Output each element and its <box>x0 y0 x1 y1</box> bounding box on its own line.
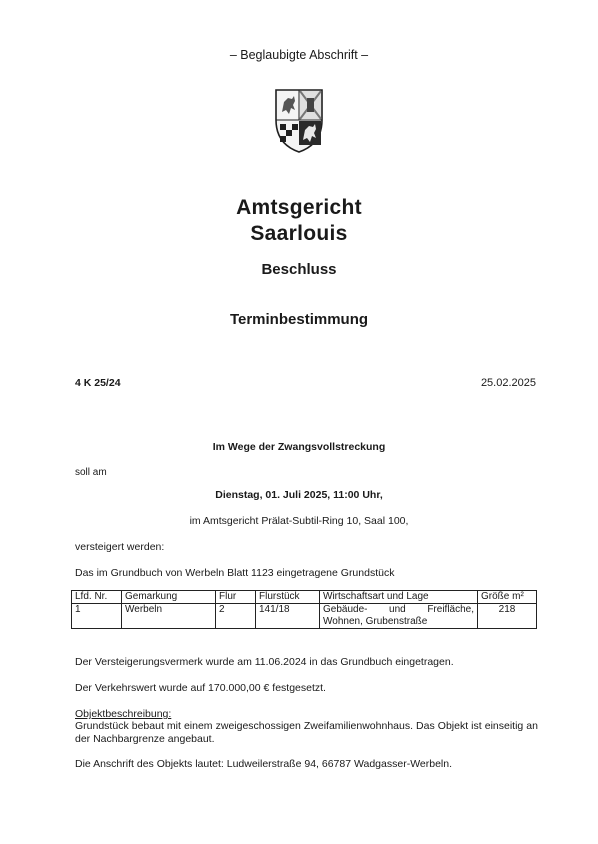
col-header-flur: Flur <box>216 591 256 604</box>
file-number: 4 K 25/24 <box>75 377 121 389</box>
versteigert-text: versteigert werden: <box>75 541 165 553</box>
auction-location: im Amtsgericht Prälat-Subtil-Ring 10, Saal 100, <box>189 515 409 527</box>
cell-lage-line1: Gebäude- und Freifläche, <box>323 604 474 615</box>
soll-am-text: soll am <box>75 467 107 478</box>
cell-groesse: 218 <box>478 604 537 629</box>
objekt-heading: Objektbeschreibung: <box>75 708 172 720</box>
document-date: 25.02.2025 <box>480 377 536 389</box>
document-title: Terminbestimmung <box>229 311 369 328</box>
cell-flurstueck: 141/18 <box>256 604 320 629</box>
anschrift-text: Die Anschrift des Objekts lautet: Ludweilerstraße 94, 66787 Wadgasser-Werbeln. <box>75 758 453 770</box>
cell-flur: 2 <box>216 604 256 629</box>
coat-of-arms-icon <box>274 88 324 154</box>
grundbuch-text: Das im Grundbuch von Werbeln Blatt 1123 eingetragene Grundstück <box>75 567 395 579</box>
vermerk-text: Der Versteigerungsvermerk wurde am 11.06.2024 in das Grundbuch eingetragen. <box>75 656 454 668</box>
col-header-groesse: Größe m² <box>478 591 537 604</box>
cell-lage-line2: Wohnen, Grubenstraße <box>323 616 428 627</box>
objekt-description: Grundstück bebaut mit einem zweigeschossigen Zweifamilienwohnhaus. Das Objekt ist einseitig an der Nachbargrenze angebaut. <box>75 720 538 745</box>
auction-date: Dienstag, 01. Juli 2025, 11:00 Uhr, <box>215 489 383 501</box>
col-header-lage: Wirtschaftsart und Lage <box>320 591 478 604</box>
verkehrswert-text: Der Verkehrswert wurde auf 170.000,00 € festgesetzt. <box>75 682 326 694</box>
col-header-gemarkung: Gemarkung <box>122 591 216 604</box>
table-header-row <box>72 591 537 604</box>
table-row <box>72 604 537 629</box>
property-table <box>71 590 537 629</box>
cell-gemarkung: Werbeln <box>122 604 216 629</box>
cell-nr: 1 <box>72 604 122 629</box>
court-name-line2: Saarlouis <box>250 222 348 245</box>
enforcement-heading: Im Wege der Zwangsvollstreckung <box>212 441 386 453</box>
certified-copy-header: – Beglaubigte Abschrift – <box>229 48 369 62</box>
court-name-line1: Amtsgericht <box>236 196 362 219</box>
col-header-flurstueck: Flurstück <box>256 591 320 604</box>
cell-lage <box>320 604 478 629</box>
document-type: Beschluss <box>261 261 337 278</box>
col-header-nr: Lfd. Nr. <box>72 591 122 604</box>
